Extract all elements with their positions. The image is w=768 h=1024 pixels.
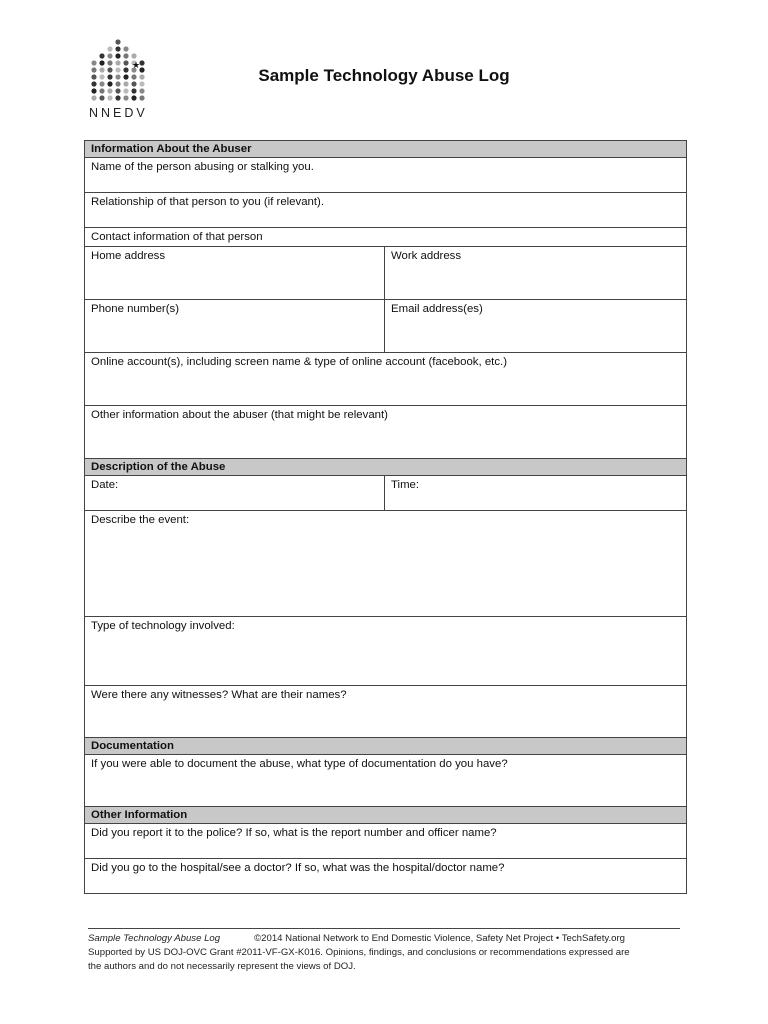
logo-dot — [131, 95, 136, 100]
field-row — [85, 353, 687, 406]
logo-dot — [139, 88, 144, 93]
field-row — [85, 859, 687, 894]
other-abuser-info-field[interactable]: Other information about the abuser (that might be relevant) — [85, 406, 687, 459]
field-row — [85, 511, 687, 617]
footer-copyright: ©2014 National Network to End Domestic Violence, Safety Net Project • TechSafety.org — [254, 933, 626, 944]
field-row — [85, 406, 687, 459]
field-row — [85, 755, 687, 807]
phone-field[interactable]: Phone number(s) — [85, 300, 385, 353]
abuser-name-field[interactable]: Name of the person abusing or stalking you. — [85, 158, 687, 193]
technology-field[interactable]: Type of technology involved: — [85, 617, 687, 686]
online-accounts-field[interactable]: Online account(s), including screen name & type of online account (facebook, etc.) — [85, 353, 687, 406]
hospital-field[interactable]: Did you go to the hospital/see a doctor? If so, what was the hospital/doctor name? — [85, 859, 687, 894]
email-field[interactable]: Email address(es) — [385, 300, 687, 353]
section-heading: Information About the Abuser — [85, 141, 687, 158]
logo-star-icon: ★ — [132, 60, 141, 70]
section-abuse-header — [85, 459, 687, 476]
section-heading: Other Information — [85, 807, 687, 824]
page-title — [0, 66, 768, 86]
section-heading: Description of the Abuse — [85, 459, 687, 476]
logo-dot — [99, 88, 104, 93]
logo-dot — [99, 95, 104, 100]
relationship-field[interactable]: Relationship of that person to you (if relevant). — [85, 193, 687, 228]
footer-line-3: the authors and do not necessarily represent the views of DOJ. — [88, 961, 356, 972]
logo-dot — [107, 60, 112, 65]
logo-dot — [123, 53, 128, 58]
logo-dot — [115, 46, 120, 51]
page-title-text: Sample Technology Abuse Log — [258, 66, 510, 85]
time-field[interactable]: Time: — [385, 476, 687, 511]
section-abuser-header — [85, 141, 687, 158]
describe-event-field[interactable]: Describe the event: — [85, 511, 687, 617]
documentation-field[interactable]: If you were able to document the abuse, what type of documentation do you have? — [85, 755, 687, 807]
logo-dot — [115, 60, 120, 65]
logo-text: NNEDV — [89, 106, 148, 120]
logo-dot — [107, 53, 112, 58]
section-other-header — [85, 807, 687, 824]
date-field[interactable]: Date: — [85, 476, 385, 511]
logo-dot — [91, 60, 96, 65]
field-row — [85, 617, 687, 686]
footer-doc-name: Sample Technology Abuse Log — [88, 933, 221, 944]
logo-dot — [91, 95, 96, 100]
section-documentation-header — [85, 738, 687, 755]
logo-dot — [107, 95, 112, 100]
field-row — [85, 476, 687, 511]
logo-dot — [107, 46, 112, 51]
logo-dot — [139, 60, 144, 65]
logo-dot — [115, 88, 120, 93]
logo-dot — [139, 95, 144, 100]
page-footer — [88, 928, 680, 974]
logo-dot — [115, 95, 120, 100]
logo-dot — [123, 46, 128, 51]
logo-dot — [91, 88, 96, 93]
logo-dot — [99, 60, 104, 65]
witnesses-field[interactable]: Were there any witnesses? What are their names? — [85, 686, 687, 738]
abuse-log-form — [84, 140, 687, 894]
logo-dot — [123, 95, 128, 100]
field-row — [85, 300, 687, 353]
footer-line-2: Supported by US DOJ-OVC Grant #2011-VF-GX-K016. Opinions, findings, and conclusions or recommendations expressed are — [88, 947, 630, 958]
logo-dot — [131, 53, 136, 58]
field-row — [85, 228, 687, 247]
field-row — [85, 193, 687, 228]
section-heading: Documentation — [85, 738, 687, 755]
field-row — [85, 686, 687, 738]
field-row — [85, 247, 687, 300]
police-report-field[interactable]: Did you report it to the police? If so, what is the report number and officer name? — [85, 824, 687, 859]
logo-dot — [115, 53, 120, 58]
logo-dot — [107, 88, 112, 93]
field-row — [85, 824, 687, 859]
logo-dot — [99, 53, 104, 58]
footer-line-1 — [88, 932, 680, 946]
logo-dot — [131, 88, 136, 93]
field-row — [85, 158, 687, 193]
logo-dot — [115, 39, 120, 44]
home-address-field[interactable]: Home address — [85, 247, 385, 300]
contact-label: Contact information of that person — [85, 228, 687, 247]
logo-dot — [123, 88, 128, 93]
logo-dot — [123, 60, 128, 65]
work-address-field[interactable]: Work address — [385, 247, 687, 300]
